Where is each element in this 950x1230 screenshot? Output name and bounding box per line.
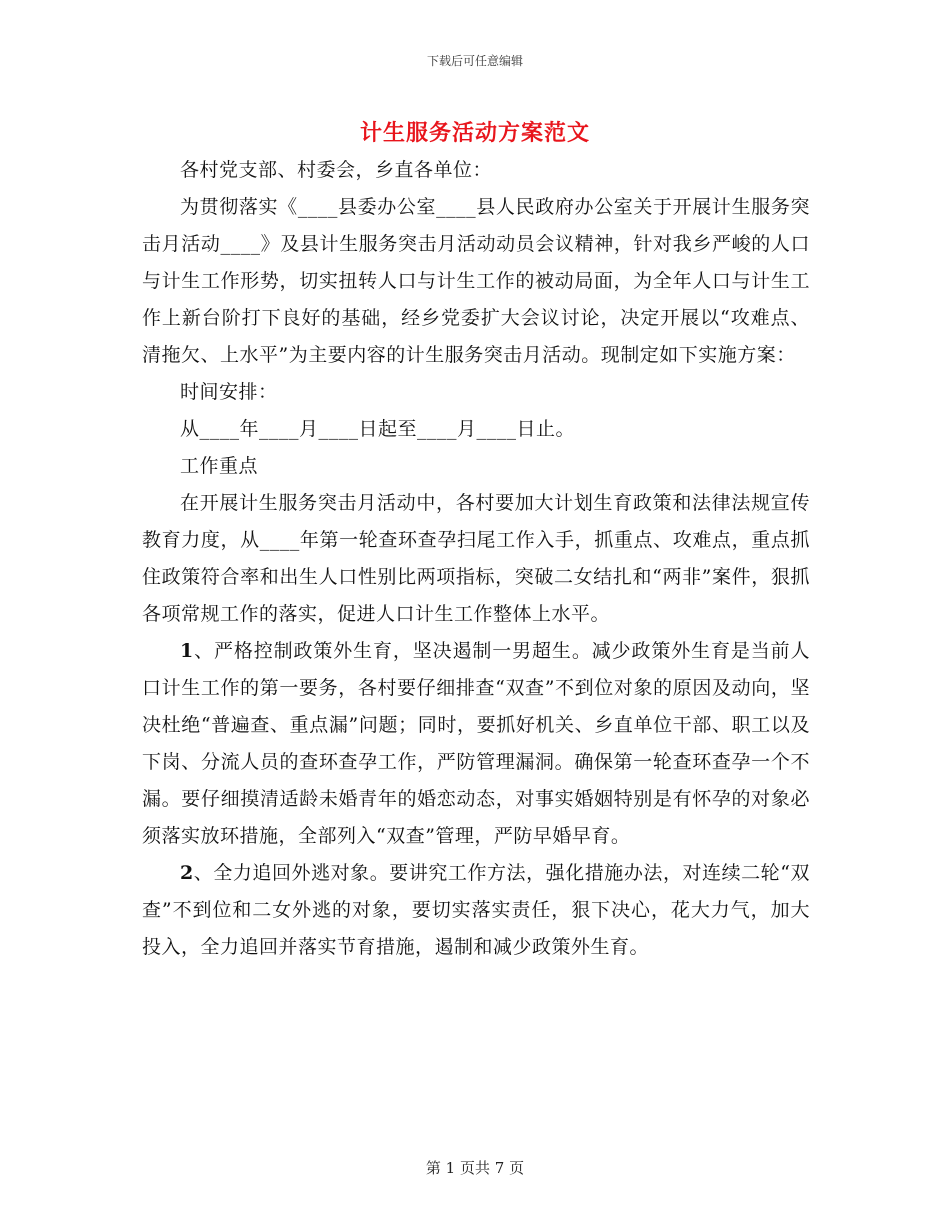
- item-2-number: 2: [180, 862, 194, 884]
- document-title: 计生服务活动方案范文: [359, 120, 590, 146]
- focus-heading: 工作重点: [180, 455, 259, 477]
- item-1-paragraph: [142, 633, 810, 855]
- item-2-paragraph: [142, 855, 810, 966]
- salutation-paragraph: 各村党支部、村委会，乡直各单位：: [180, 159, 493, 181]
- page-header-note: 下载后可任意编辑: [426, 54, 523, 68]
- schedule-paragraph: 从____年____月____日起至____月____日止。: [180, 418, 576, 440]
- page-indicator: 第 1 页共 7 页: [425, 1159, 525, 1177]
- item-1-text: 、严格控制政策外生育，坚决遏制一男超生。减少政策外生育是当前人口计生工作的第一要务，各村要仔细排查“双查”不到位对象的原因及动向，坚决杜绝“普遍查、重点漏”问题；同时，要抓好机关、乡直单位干部、职工以及下岗、分流人员的查环查孕工作，严防管理漏洞。确保第一轮查环查孕一个不漏。要仔细摸清适龄未婚青年的婚恋动态，对事实婚姻特别是有怀孕的对象必须落实放环措施，全部列入“双查”管理，严防早婚早育。: [142, 640, 810, 847]
- item-1-number: 1: [180, 640, 194, 662]
- schedule-heading: 时间安排：: [180, 381, 278, 403]
- item-2-text: 、全力追回外逃对象。要讲究工作方法，强化措施办法，对连续二轮“双查”不到位和二女外逃的对象，要切实落实责任，狠下决心，花大力气，加大投入，全力追回并落实节育措施，遏制和减少政策外生育。: [142, 862, 810, 958]
- document-body: [142, 152, 810, 966]
- intro-paragraph: 为贯彻落实《____县委办公室____县人民政府办公室关于开展计生服务突击月活动____》及县计生服务突击月活动动员会议精神，针对我乡严峻的人口与计生工作形势，切实扭转人口与计生工作的被动局面，为全年人口与计生工作上新台阶打下良好的基础，经乡党委扩大会议讨论，决定开展以“攻难点、清拖欠、上水平”为主要内容的计生服务突击月活动。现制定如下实施方案：: [142, 196, 810, 366]
- focus-paragraph: 在开展计生服务突击月活动中，各村要加大计划生育政策和法律法规宣传教育力度，从____年第一轮查环查孕扫尾工作入手，抓重点、攻难点，重点抓住政策符合率和出生人口性别比两项指标，突破二女结扎和“两非”案件，狠抓各项常规工作的落实，促进人口计生工作整体上水平。: [142, 492, 810, 625]
